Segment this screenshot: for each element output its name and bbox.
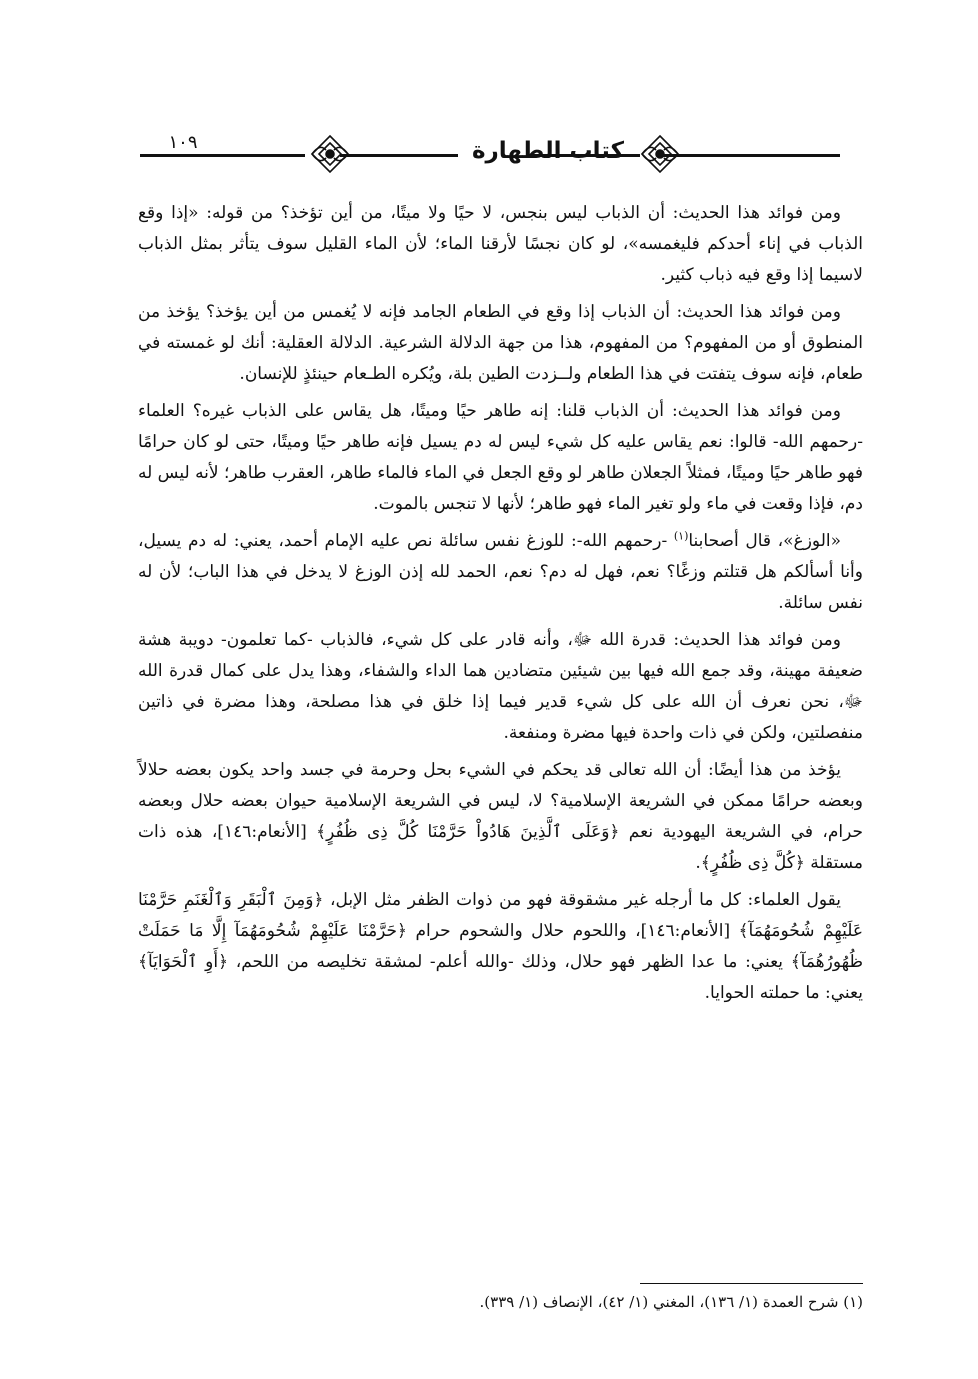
page-body	[138, 198, 863, 1015]
page-number: ١٠٩	[168, 132, 198, 153]
footnote-marker: (١)	[673, 529, 689, 543]
page-header	[140, 132, 840, 182]
paragraph: ومن فوائد هذا الحديث: أن الذباب ليس بنجس، لا حيًا ولا ميتًا، من أين تؤخذ؟ من قوله: «إذا وقع الذباب في إناء أحدكم فليغمسه»، لو كان نجسًا لأرقنا الماء؛ لأن الماء القليل سوف يتأثر بمثل الذباب لاسيما إذا وقع فيه ذباب كثير.	[138, 203, 863, 285]
header-rule-right	[660, 154, 840, 157]
header-rule-left	[140, 154, 305, 157]
footnote: (١) شرح العمدة (١/ ١٣٦)، المغني (١/ ٤٢)، الإنصاف (١/ ٣٣٩).	[479, 1293, 863, 1311]
paragraph	[138, 526, 863, 619]
paragraph-text: -رحمهم الله-: للوزغ نفس سائلة نص عليه الإمام أحمد، يعني: له دم يسيل، وأنا أسألكم هل قتلتم وزغًا؟ نعم، فهل له دم؟ نعم، الحمد لله إذن الوزغ لا يدخل في هذا الباب؛ لأن له نفس سائلة.	[138, 531, 863, 613]
paragraph: يقول العلماء: كل ما أرجله غير مشقوقة فهو من ذوات الظفر مثل الإبل، ﴿وَمِنَ ٱلْبَقَرِ وَٱلْغَنَمِ حَرَّمْنَا عَلَيْهِمْ شُحُومَهُمَآ﴾ [الأنعام:١٤٦]، واللحوم حلال والشحوم حرام ﴿حَرَّمْنَا عَلَيْهِمْ شُحُومَهُمَآ إِلَّا مَا حَمَلَتْ ظُهُورُهُمَآ﴾ يعني: ما عدا الظهر فهو حلال، وذلك -والله أعلم- لمشقة تخليصه من اللحم، ﴿أَوِ ٱلْحَوَايَآ﴾ يعني: ما حملته الحوايا.	[138, 890, 863, 1003]
paragraph: ومن فوائد هذا الحديث: أن الذباب قلنا: إنه طاهر حيًا وميتًا، هل يقاس على الذباب غيره؟ العلماء -رحمهم الله- قالوا: نعم يقاس عليه كل شيء ليس له دم يسيل فإنه طاهر حيًا وميتًا، حتى لو كان حرامًا فهو طاهر حيًا وميتًا، فمثلاً الجعلان طاهر لو وقع الجعل في الماء فالماء طاهر، العقرب طاهر؛ لأنه ليس له دم، فإذا وقعت في ماء ولو تغير الماء فهو طاهر؛ لأنها لا تنجس بالموت.	[137, 401, 863, 514]
ornament-icon	[308, 132, 352, 176]
paragraph: يؤخذ من هذا أيضًا: أن الله تعالى قد يحكم في الشيء بحل وحرمة في جسد واحد يكون بعضه حلالاً وبعضه حرامًا ممكن في الشريعة الإسلامية؟ لا، ليس في الشريعة الإسلامية حيوان بعضه حلال وبعضه حرام، في الشريعة اليهودية نعم ﴿وَعَلَى ٱلَّذِينَ هَادُواْ حَرَّمْنَا كُلَّ ذِى ظُفُرٍ﴾ [الأنعام:١٤٦]، هذه ذات مستقلة ﴿كُلَّ ذِى ظُفُرٍ﴾.	[138, 760, 863, 873]
paragraph-text: «الوزغ»، قال أصحابنا	[688, 531, 841, 551]
paragraph: ومن فوائد هذا الحديث: أن الذباب إذا وقع في الطعام الجامد فإنه لا يُغمس من أين يؤخذ؟ يؤخذ من المنطوق أو من المفهوم؟ من المفهوم، هذا من جهة الدلالة الشرعية. الدلالة العقلية: أنك لو غمسته في طعام، فإنه سوف يتفتت في هذا الطعام ولــزدت الطين بلة، ويُكره الطـعام حينئذٍ للإنسان.	[138, 302, 863, 384]
footnote-separator	[640, 1283, 863, 1284]
page-title: كتاب الطهارة	[471, 138, 625, 164]
paragraph: ومن فوائد هذا الحديث: قدرة الله ﷻ، وأنه قادر على كل شيء، فالذباب -كما تعلمون- دويبة هشة ضعيفة مهينة، وقد جمع الله فيها بين شيئين متضادين هما الداء والشفاء، وهذا يدل على كمال قدرة الله ﷻ، نحن نعرف أن الله على كل شيء قدير فيما إذا خلق في هذا مصلحة، وهذا مضرة في ذاتين منفصلتين، ولكن في ذات واحدة فيها مضرة ومنفعة.	[138, 630, 863, 743]
